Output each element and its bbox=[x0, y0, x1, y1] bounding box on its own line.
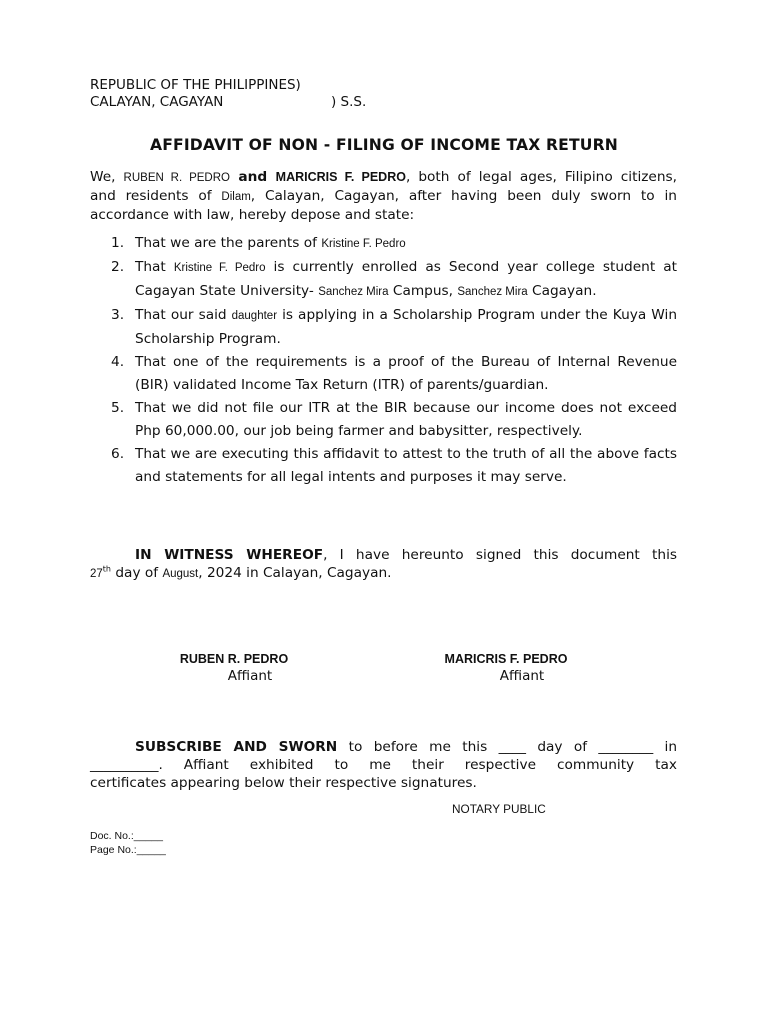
venue-line-1: REPUBLIC OF THE PHILIPPINES) bbox=[90, 77, 301, 93]
statement-number: 2. bbox=[111, 259, 125, 275]
statement-item bbox=[90, 443, 677, 489]
document-title: AFFIDAVIT OF NON - FILING OF INCOME TAX RETURN bbox=[150, 136, 618, 154]
statement-number: 5. bbox=[111, 400, 125, 416]
witness-line-2 bbox=[90, 564, 677, 583]
signature-block-1 bbox=[150, 652, 350, 684]
intro-line-2a: and residents of bbox=[90, 188, 222, 204]
statement-number: 6. bbox=[111, 446, 125, 462]
sworn-line-2: __________. Affiant exhibited to me their respective community tax bbox=[90, 757, 677, 773]
student-name: Kristine F. Pedro bbox=[173, 262, 266, 274]
statement-text: Campus, bbox=[388, 283, 458, 299]
witness-text: day of bbox=[111, 565, 163, 581]
relation-word: daughter bbox=[231, 310, 278, 322]
statement-item bbox=[90, 351, 677, 397]
intro-paragraph bbox=[90, 168, 677, 224]
statement-text: That we are executing this affidavit to attest to the truth of all the above facts and statements for all legal intents and purposes it may serve. bbox=[135, 446, 677, 485]
sworn-paragraph bbox=[90, 738, 677, 792]
statement-text: That we did not file our ITR at the BIR because our income does not exceed Php 60,000.00, our job being farmer and babysitter, respectively. bbox=[135, 400, 677, 439]
sign-month: August bbox=[162, 568, 199, 580]
statement-list bbox=[90, 232, 677, 489]
statement-item bbox=[90, 232, 677, 256]
signature-block-2 bbox=[422, 652, 622, 684]
witness-heading: IN WITNESS WHEREOF bbox=[135, 547, 324, 563]
statement-text: is currently enrolled as Second year college student at Cagayan State University- bbox=[135, 259, 677, 299]
town-name: Sanchez Mira bbox=[457, 286, 528, 298]
witness-line-1 bbox=[90, 546, 677, 564]
sign-day: 27 bbox=[90, 568, 103, 580]
signatory-role: Affiant bbox=[499, 668, 545, 684]
signatory-name: RUBEN R. PEDRO bbox=[179, 652, 289, 666]
notary-public-label: NOTARY PUBLIC bbox=[452, 802, 546, 816]
intro-and: and bbox=[229, 169, 276, 185]
intro-line-2b: , Calayan, Cagayan, after having been duly sworn to in bbox=[250, 188, 677, 204]
witness-text: , I have hereunto signed this document this bbox=[323, 547, 678, 563]
sworn-line-1 bbox=[90, 738, 677, 756]
venue-line-2-right: ) S.S. bbox=[331, 94, 367, 110]
sworn-heading: SUBSCRIBE AND SWORN bbox=[135, 739, 338, 755]
day-suffix: th bbox=[102, 564, 112, 574]
affiant-name-2: MARICRIS F. PEDRO bbox=[275, 170, 406, 184]
statement-item bbox=[90, 256, 677, 304]
affiant-name-1: RUBEN R. PEDRO bbox=[123, 172, 230, 184]
statement-text: That bbox=[135, 259, 174, 275]
statement-text: That one of the requirements is a proof of the Bureau of Internal Revenue (BIR) validated Income Tax Return (ITR) of parents/guardian. bbox=[135, 354, 677, 393]
barangay-name: Dilam bbox=[221, 191, 251, 203]
sworn-text: to before me this ____ day of ________ in bbox=[337, 739, 678, 755]
page-number: Page No.:_____ bbox=[90, 844, 166, 856]
statement-text: That our said bbox=[135, 307, 232, 323]
intro-line-2 bbox=[90, 187, 677, 206]
student-name: Kristine F. Pedro bbox=[321, 238, 406, 250]
witness-text: , 2024 in Calayan, Cagayan. bbox=[198, 565, 392, 581]
signatory-name: MARICRIS F. PEDRO bbox=[444, 652, 568, 666]
intro-line-3: accordance with law, hereby depose and state: bbox=[90, 207, 415, 223]
venue-line-2-left: CALAYAN, CAGAYAN bbox=[90, 94, 224, 110]
statement-text: is applying in a Scholarship Program under the Kuya Win Scholarship Program. bbox=[135, 307, 677, 347]
sworn-line-3: certificates appearing below their respective signatures. bbox=[90, 775, 477, 791]
statement-item bbox=[90, 304, 677, 351]
intro-rest-1: , both of legal ages, Filipino citizens, bbox=[405, 169, 678, 185]
statement-text: Cagayan. bbox=[527, 283, 597, 299]
statement-text: That we are the parents of bbox=[135, 235, 322, 251]
witness-paragraph bbox=[90, 546, 677, 583]
statement-number: 3. bbox=[111, 307, 125, 323]
statement-number: 4. bbox=[111, 354, 125, 370]
statement-item bbox=[90, 397, 677, 443]
statement-number: 1. bbox=[111, 235, 125, 251]
signatory-role: Affiant bbox=[227, 668, 273, 684]
campus-name: Sanchez Mira bbox=[318, 286, 389, 298]
intro-line-1 bbox=[90, 168, 677, 187]
intro-we: We, bbox=[90, 169, 124, 185]
doc-number: Doc. No.:_____ bbox=[90, 830, 163, 842]
